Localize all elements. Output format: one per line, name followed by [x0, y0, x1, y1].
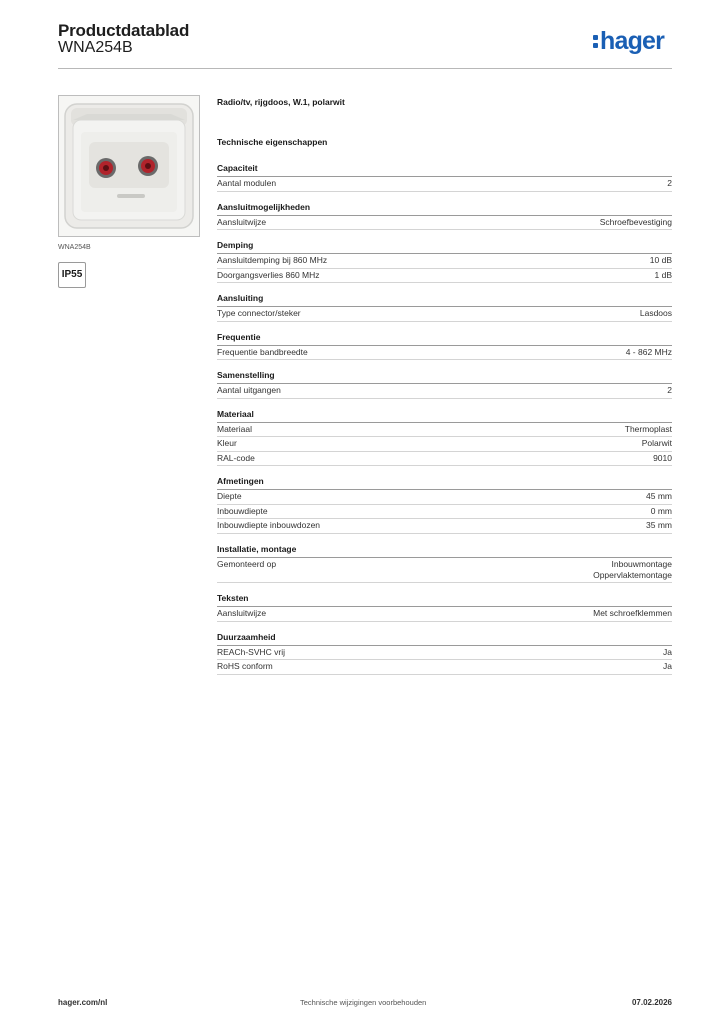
spec-value-line: Met schroefklemmen: [593, 608, 672, 618]
spec-value-line: 10 dB: [649, 255, 672, 265]
spec-value: [667, 385, 672, 396]
spec-row: [217, 177, 672, 192]
spec-value-line: Oppervlaktemontage: [593, 569, 672, 580]
spec-value-line: Ja: [663, 661, 672, 671]
spec-value: [646, 520, 672, 531]
spec-value-line: Inbouwmontage: [611, 558, 672, 569]
spec-group-title: Frequentie: [217, 332, 672, 346]
document-title: Productdatablad: [58, 21, 190, 40]
product-image: [58, 95, 200, 237]
spec-label: RoHS conform: [217, 661, 273, 671]
spec-group-title: Samenstelling: [217, 370, 672, 384]
spec-value: [663, 647, 672, 658]
spec-row: [217, 660, 672, 675]
spec-value: [651, 506, 672, 517]
spec-row: [217, 607, 672, 622]
spec-value-line: 0 mm: [650, 505, 672, 516]
spec-value: [653, 453, 672, 464]
spec-label: Type connector/steker: [217, 308, 301, 318]
spec-group: [217, 202, 672, 231]
spec-row: [217, 519, 672, 534]
spec-label: Doorgangsverlies 860 MHz: [217, 269, 320, 280]
spec-group-title: Capaciteit: [217, 163, 672, 177]
spec-label: Diepte: [217, 491, 242, 501]
spec-group: [217, 370, 672, 399]
spec-value-line: Polarwit: [641, 438, 672, 448]
spec-row: [217, 452, 672, 467]
spec-groups: [217, 163, 672, 675]
spec-group-title: Materiaal: [217, 409, 672, 423]
spec-row: [217, 558, 672, 584]
spec-value-line: 2: [667, 385, 672, 395]
spec-value: [642, 438, 672, 449]
footer-date: 07.02.2026: [631, 998, 672, 1007]
spec-row: [217, 646, 672, 661]
logo-dots-icon: [593, 27, 599, 47]
socket-outlet-icon: [59, 96, 199, 236]
spec-group: [217, 476, 672, 534]
spec-value-line: 2: [667, 178, 672, 188]
spec-value: [667, 178, 672, 189]
spec-group: [217, 293, 672, 322]
spec-group-title: Duurzaamheid: [217, 632, 672, 646]
section-title: Technische eigenschappen: [217, 137, 328, 147]
hager-logo: [593, 27, 664, 55]
spec-value-line: Thermoplast: [624, 423, 672, 434]
spec-group: [217, 409, 672, 467]
footer-website-link[interactable]: hager.com/nl: [58, 998, 108, 1007]
specifications: [217, 97, 672, 685]
spec-value-line: Schroefbevestiging: [599, 216, 672, 227]
logo-text: hager: [600, 27, 665, 55]
spec-row: [217, 490, 672, 505]
spec-value: [626, 347, 672, 358]
spec-row: [217, 216, 672, 231]
spec-value-line: 45 mm: [646, 491, 672, 501]
spec-value-line: 1 dB: [654, 269, 672, 280]
spec-label: REACh-SVHC vrij: [217, 646, 286, 657]
spec-value: [625, 424, 672, 435]
spec-value: [646, 491, 672, 502]
spec-label: Inbouwdiepte: [217, 505, 268, 516]
spec-group-title: Aansluiting: [217, 293, 672, 307]
product-code: WNA254B: [58, 39, 133, 56]
spec-group-title: Aansluitmogelijkheden: [217, 202, 672, 216]
spec-group-title: Demping: [217, 240, 672, 254]
image-caption: WNA254B: [58, 244, 91, 251]
spec-group: [217, 632, 672, 675]
footer-notice: Technische wijzigingen voorbehouden: [300, 998, 427, 1007]
spec-value-line: 35 mm: [646, 520, 672, 530]
spec-row: [217, 437, 672, 452]
spec-value: [663, 661, 672, 672]
spec-label: Frequentie bandbreedte: [217, 346, 308, 357]
spec-value-line: 4 - 862 MHz: [625, 346, 672, 357]
spec-row: [217, 384, 672, 399]
spec-group-title: Installatie, montage: [217, 544, 672, 558]
spec-label: Aansluitwijze: [217, 608, 267, 618]
spec-value: [650, 255, 672, 266]
spec-label: Gemonteerd op: [217, 558, 277, 569]
spec-value: [640, 308, 672, 319]
spec-group: [217, 240, 672, 283]
spec-group: [217, 544, 672, 584]
spec-row: [217, 307, 672, 322]
ip-rating-badge: IP55: [58, 262, 86, 288]
spec-row: [217, 505, 672, 520]
spec-value: [593, 559, 672, 581]
spec-group: [217, 332, 672, 361]
spec-label: Aansluitwijze: [217, 216, 267, 227]
spec-row: [217, 346, 672, 361]
spec-value-line: Ja: [663, 646, 672, 657]
spec-value: [600, 217, 672, 228]
spec-row: [217, 269, 672, 284]
spec-label: Materiaal: [217, 423, 252, 434]
spec-label: Aansluitdemping bij 860 MHz: [217, 255, 328, 265]
product-title: Radio/tv, rijgdoos, W.1, polarwit: [217, 97, 345, 107]
spec-row: [217, 254, 672, 269]
spec-value: [655, 270, 673, 281]
spec-group-title: Afmetingen: [217, 476, 672, 490]
spec-value-line: 9010: [653, 452, 672, 463]
spec-label: Aantal modulen: [217, 178, 277, 188]
spec-group-title: Teksten: [217, 593, 672, 607]
spec-value-line: Lasdoos: [639, 308, 672, 318]
spec-label: RAL-code: [217, 452, 255, 463]
header-divider: [58, 68, 672, 69]
spec-row: [217, 423, 672, 438]
spec-group: [217, 163, 672, 192]
spec-value: [593, 608, 672, 619]
spec-label: Kleur: [217, 438, 237, 448]
spec-group: [217, 593, 672, 622]
spec-label: Inbouwdiepte inbouwdozen: [217, 520, 321, 530]
spec-label: Aantal uitgangen: [217, 385, 281, 395]
